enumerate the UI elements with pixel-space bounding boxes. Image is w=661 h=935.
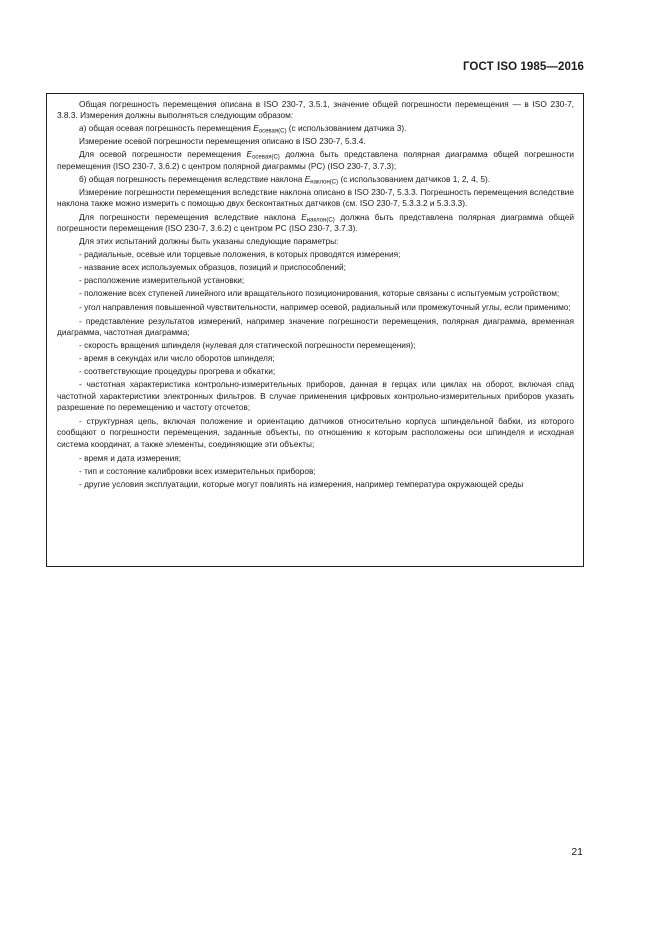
paragraph-parameters-intro: Для этих испытаний должны быть указаны следующие параметры:	[79, 236, 339, 247]
subscript-axial: осевая(C)	[252, 154, 280, 161]
list-item: - радиальные, осевые или торцевые положения, в которых проводятся измерения;	[79, 249, 401, 260]
symbol-e: E	[253, 123, 259, 134]
symbol-e: E	[246, 149, 253, 160]
paragraph-tilt-polar	[57, 212, 574, 235]
paragraph-axial-polar	[57, 149, 574, 172]
text: должна быть представлена полярная диаграмма общей погрешности перемещения (ISO 230-7, 3.6.2) с центром полярной диаграммы (PC) (ISO 230-7, 3.7.3);	[57, 149, 574, 171]
list-item: - представление результатов измерений, например значение погрешности перемещения, полярная диаграмма, временная диаграмма, частотная диаграмма;	[57, 316, 574, 338]
paragraph-item-b	[57, 174, 574, 185]
subscript-tilt: наклон(C)	[310, 179, 339, 186]
list-item: - соответствующие процедуры прогрева и обкатки;	[79, 366, 276, 377]
text: Для погрешности перемещения вследствие наклона	[79, 212, 302, 223]
text: должна быть представлена полярная диаграмма общей погрешности перемещения (ISO 230-7, 3.6.2) с центром PC (ISO 230-7, 3.7.3).	[57, 212, 574, 234]
list-item: - угол направления повышенной чувствительности, например осевой, радиальный или промежуточный углы, если применимо;	[79, 302, 571, 313]
paragraph-axial-measurement: Измерение осевой погрешности перемещения описано в ISO 230-7, 5.3.4.	[79, 136, 366, 147]
text: а) общая осевая погрешность перемещения	[79, 123, 254, 134]
document-header: ГОСТ ISO 1985—2016	[462, 61, 584, 73]
list-item: - другие условия эксплуатации, которые могут повлиять на измерения, например температура окружающей среды	[79, 478, 524, 489]
paragraph-item-a	[57, 123, 574, 134]
text: б) общая погрешность перемещения вследствие наклона	[79, 173, 305, 184]
paragraph-tilt-measurement: Измерение погрешности перемещения вследствие наклона описано в ISO 230-7, 5.3.3. Погрешность перемещения вследствие наклона также можно измерить с помощью двух бесконтактных датчиков (см. ISO 230-7, 5.3.3.2 и 5.3.3.3).	[57, 186, 574, 209]
list-item: - время в секундах или число оборотов шпинделя;	[79, 353, 275, 364]
list-item: - название всех используемых образцов, позиций и приспособлений;	[79, 262, 346, 273]
symbol-e: E	[304, 173, 311, 184]
list-item: - скорость вращения шпинделя (нулевая для статической погрешности перемещения);	[79, 340, 416, 351]
list-item: - частотная характеристика контрольно-измерительных приборов, данная в герцах или циклах на оборот, включая спад частотной характеристики электронных фильтров. В случае применения цифровых контрольно-измерительных приборов указать разрешение по перемещению и частоту отсчетов;	[57, 379, 574, 413]
subscript-tilt: наклон(C)	[306, 217, 335, 224]
content-frame	[46, 93, 584, 567]
list-item: - тип и состояние калибровки всех измерительных приборов;	[79, 465, 316, 476]
list-item: - структурная цепь, включая положение и ориентацию датчиков относительно корпуса шпиндельной бабки, из которого сообщают о погрешности перемещения, заданные объекты, по отношению к которым расположены оси шпинделя и исходная система координат, а также элементы, соединяющие эти объекты;	[57, 416, 574, 449]
page-number: 21	[571, 846, 583, 858]
text: (с использованием датчика 3).	[286, 123, 407, 134]
list-item: - время и дата измерения;	[79, 452, 182, 463]
list-item: - расположение измерительной установки;	[79, 275, 245, 286]
symbol-e: E	[301, 212, 307, 223]
text: Для осевой погрешности перемещения	[79, 149, 247, 160]
list-item: - положение всех ступеней линейного или вращательного позиционирования, которые связаны с испытуемым устройством;	[79, 288, 560, 299]
paragraph-intro: Общая погрешность перемещения описана в ISO 230-7, 3.5.1, значение общей погрешности перемещения — в ISO 230-7, 3.8.3. Измерения должны выполняться следующим образом:	[57, 99, 574, 121]
text: (с использованием датчиков 1, 2, 4, 5).	[338, 173, 491, 184]
subscript-axial: осевая(C)	[258, 128, 287, 135]
